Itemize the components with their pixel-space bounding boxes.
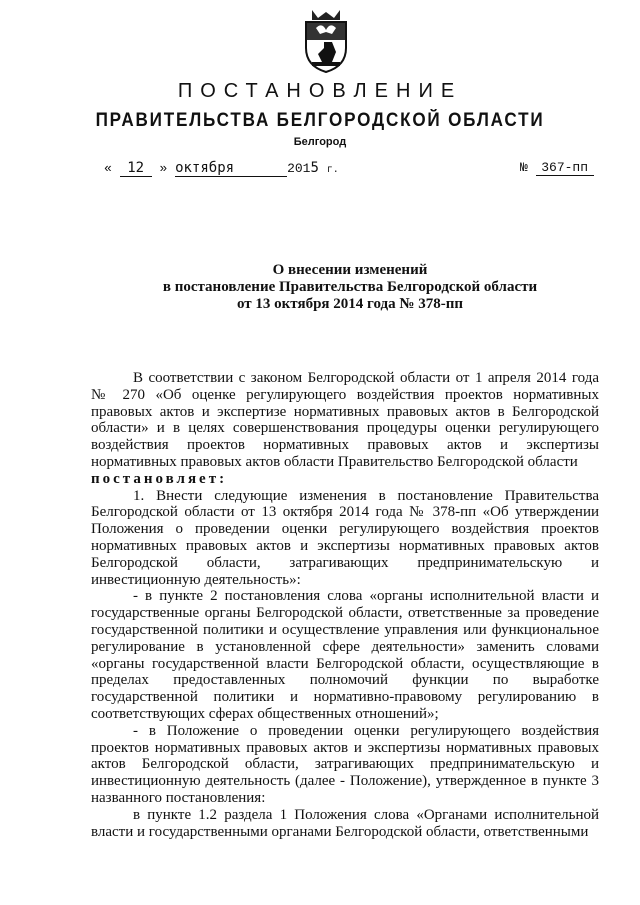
date-month: октября: [175, 160, 287, 177]
subject-line-2: в постановление Правительства Белгородской области: [162, 279, 538, 295]
date-year-prefix: 201: [287, 161, 311, 176]
item-1-paragraph: 1. Внести следующие изменения в постановление Правительства Белгородской области от 13 октября 2014 года № 378-пп «Об утверждении Положения о проведении оценки регулирующего воздействия проектов нормативных правовых актов и экспертизы нормативных правовых актов Белгородской области, затрагивающих предпринимательскую и инвестиционную деятельность»:: [91, 487, 599, 588]
date-line: [104, 160, 339, 177]
clause-1-2-paragraph: в пункте 1.2 раздела 1 Положения слова «Органами исполнительной власти и государственными органами Белгородской области, ответственными: [91, 806, 599, 840]
subject-line-1: О внесении изменений: [272, 262, 428, 278]
subject-line-3: от 13 октября 2014 года № 378-пп: [236, 296, 463, 312]
document-type-title: ПОСТАНОВЛЕНИЕ: [177, 80, 463, 102]
date-year-suffix: г.: [326, 165, 339, 176]
date-open-quote: «: [104, 161, 112, 176]
date-year-digit: 5: [310, 160, 319, 176]
document-body: [91, 370, 599, 840]
document-subject: [0, 262, 640, 313]
item-1-dash-1-paragraph: - в пункте 2 постановления слова «органы исполнительной власти и государственные органы Белгородской области, ответственные за проведение государственной политики и осуществление управления или функциональное регулирование в установленной сфере деятельности» заменить словами «органы государственной власти Белгородской области, осуществляющие в пределах предоставленных полномочий функции по выработке государственной политики и нормативно-правовому регулированию в соответствующих сферах общественных отношений»;: [91, 588, 599, 722]
resolution-keyword: постановляет:: [91, 470, 228, 487]
document-number: 367-пп: [536, 160, 594, 176]
date-day: 12: [120, 160, 152, 177]
item-1-dash-2-paragraph: - в Положение о проведении оценки регулирующего воздействия проектов нормативных правовых актов и экспертизы нормативных правовых актов Белгородской области, затрагивающих предпринимательскую и инвестиционную деятельность (далее - Положение), утвержденное в пункте 3 названного постановления:: [91, 722, 599, 806]
preamble-text: В соответствии с законом Белгородской области от 1 апреля 2014 года № 270 «Об оценке регулирующего воздействия проектов нормативных правовых актов и экспертизе нормативных правовых актов в Белгородской области» и в целях совершенствования процедуры оценки регулирующего воздействия проектов нормативных правовых актов и экспертизы нормативных правовых актов области Правительство Белгородской области: [91, 370, 599, 470]
number-sign: №: [520, 160, 528, 175]
date-close-quote: »: [159, 161, 168, 176]
belgorod-coat-of-arms-icon: [302, 8, 350, 74]
preamble-paragraph: [91, 370, 599, 471]
resolution-keyword-line: [91, 471, 599, 488]
issue-city: Белгород: [293, 136, 347, 148]
issuer-title: ПРАВИТЕЛЬСТВА БЕЛГОРОДСКОЙ ОБЛАСТИ: [95, 110, 545, 131]
document-number-line: [520, 160, 594, 176]
